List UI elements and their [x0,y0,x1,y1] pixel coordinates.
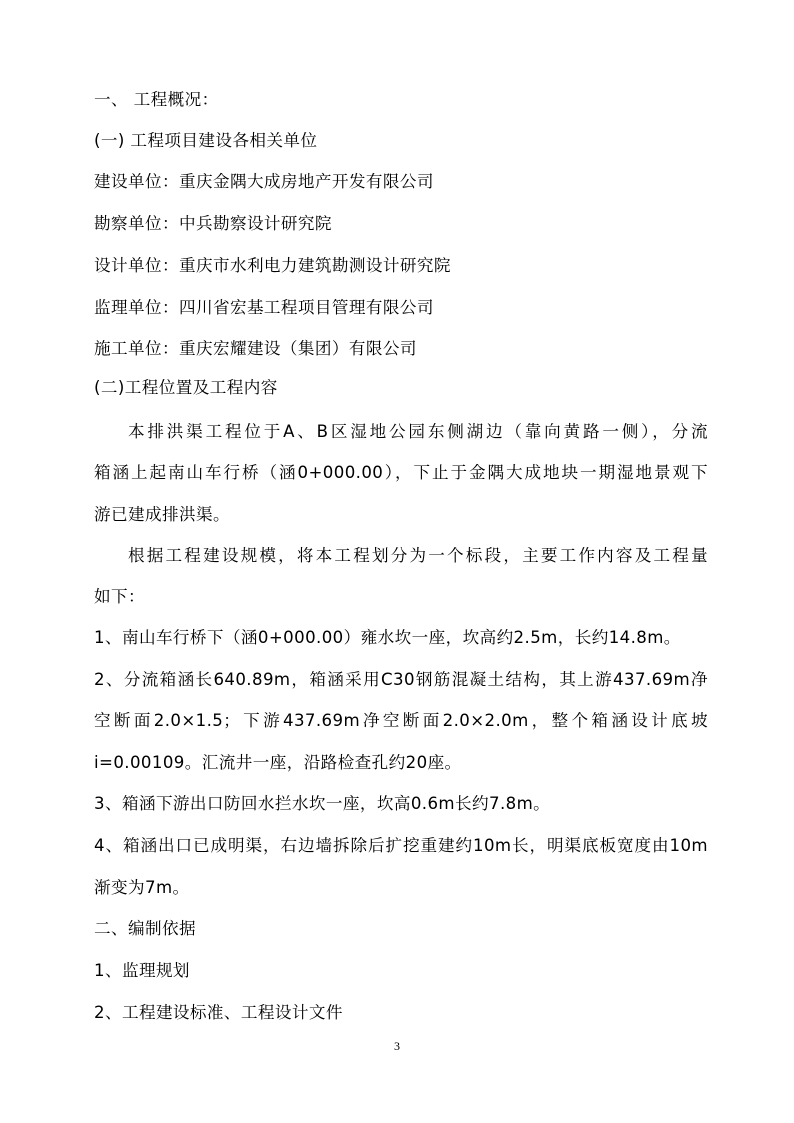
location-paragraph-line: 箱涵上起南山车行桥（涵0+000.00），下止于金隅大成地块一期湿地景观下 [94,463,708,482]
scope-paragraph-line: 如下： [94,587,145,606]
unit-line-survey: 勘察单位：中兵勘察设计研究院 [94,214,332,233]
work-item-3: 3、箱涵下游出口防回水拦水坎一座，坎高0.6m长约7.8m。 [94,794,551,813]
basis-item-1: 1、监理规划 [94,961,190,980]
basis-item-2: 2、工程建设标准、工程设计文件 [94,1003,343,1022]
section-heading-overview: 一、 工程概况： [94,90,219,109]
page-number: 3 [394,1039,400,1053]
subsection-heading-location: (二)工程位置及工程内容 [94,378,278,397]
subsection-heading-units: (一) 工程项目建设各相关单位 [94,131,318,150]
work-item-2-line: 2、分流箱涵长640.89m，箱涵采用C30钢筋混凝土结构，其上游437.69m净 [94,670,708,689]
scope-paragraph-line: 根据工程建设规模，将本工程划分为一个标段，主要工作内容及工程量 [128,546,708,565]
unit-line-construction: 建设单位：重庆金隅大成房地产开发有限公司 [94,172,434,191]
unit-line-supervision: 监理单位：四川省宏基工程项目管理有限公司 [94,298,434,317]
unit-line-design: 设计单位：重庆市水利电力建筑勘测设计研究院 [94,256,451,275]
unit-line-contractor: 施工单位：重庆宏耀建设（集团）有限公司 [94,339,417,358]
work-item-4-line: 渐变为7m。 [94,878,190,897]
section-heading-basis: 二、编制依据 [94,919,196,938]
location-paragraph-line: 游已建成排洪渠。 [94,505,230,524]
work-item-2-line: i=0.00109。汇流井一座，沿路检查孔约20座。 [94,753,462,772]
work-item-1: 1、南山车行桥下（涵0+000.00）雍水坎一座，坎高约2.5m，长约14.8m。 [94,628,681,647]
work-item-4-line: 4、箱涵出口已成明渠，右边墙拆除后扩挖重建约10m长，明渠底板宽度由10m [94,836,708,855]
location-paragraph-line: 本排洪渠工程位于A、B区湿地公园东侧湖边（靠向黄路一侧），分流 [128,422,708,441]
work-item-2-line: 空断面2.0×1.5；下游437.69m净空断面2.0×2.0m，整个箱涵设计底坡 [94,711,708,730]
